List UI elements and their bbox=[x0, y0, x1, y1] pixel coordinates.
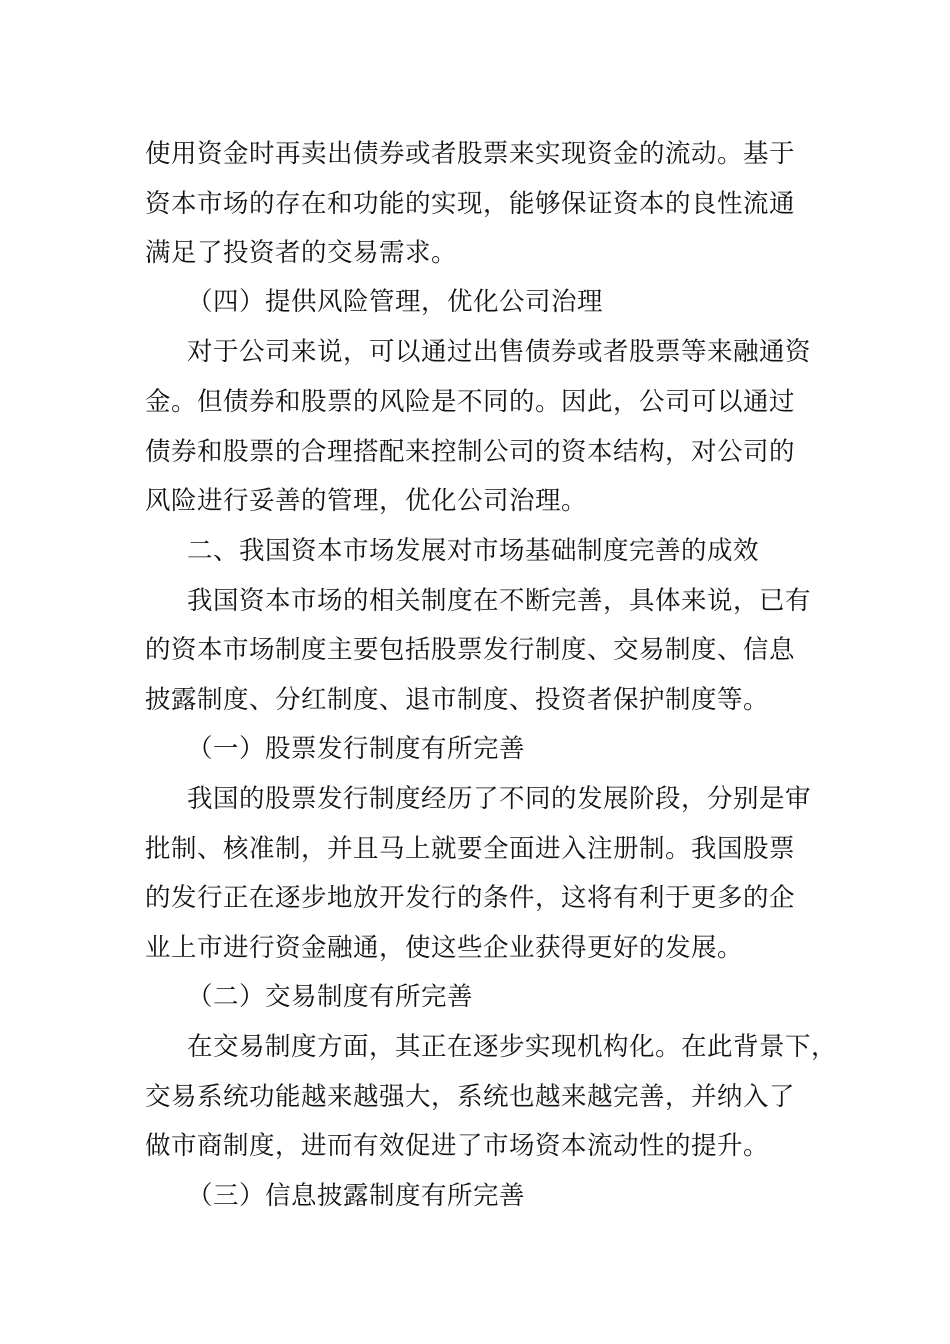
body-text-line: 我国资本市场的相关制度在不断完善，具体来说，已有 bbox=[187, 586, 812, 616]
body-text-line: 金。但债券和股票的风险是不同的。因此，公司可以通过 bbox=[145, 387, 796, 417]
section-heading: （四）提供风险管理，优化公司治理 bbox=[187, 287, 604, 317]
section-heading: （三）信息披露制度有所完善 bbox=[187, 1181, 526, 1211]
body-text-line: 披露制度、分红制度、退市制度、投资者保护制度等。 bbox=[145, 685, 770, 715]
body-text-line: 债券和股票的合理搭配来控制公司的资本结构，对公司的 bbox=[145, 437, 796, 467]
body-text-line: 使用资金时再卖出债券或者股票来实现资金的流动。基于 bbox=[145, 139, 796, 169]
body-text-line: 风险进行妥善的管理，优化公司治理。 bbox=[145, 486, 588, 516]
body-text-line: 业上市进行资金融通，使这些企业获得更好的发展。 bbox=[145, 933, 744, 963]
body-text-line: 批制、核准制，并且马上就要全面进入注册制。我国股票 bbox=[145, 834, 796, 864]
body-text-line: 资本市场的存在和功能的实现，能够保证资本的良性流通 bbox=[145, 189, 796, 219]
body-text-line: 对于公司来说，可以通过出售债券或者股票等来融通资 bbox=[187, 337, 812, 367]
body-text-line: 我国的股票发行制度经历了不同的发展阶段，分别是审 bbox=[187, 784, 812, 814]
body-text-line: 做市商制度，进而有效促进了市场资本流动性的提升。 bbox=[145, 1131, 770, 1161]
body-text-line: 交易系统功能越来越强大，系统也越来越完善，并纳入了 bbox=[145, 1082, 796, 1112]
section-heading: （一）股票发行制度有所完善 bbox=[187, 734, 526, 764]
section-heading: （二）交易制度有所完善 bbox=[187, 982, 474, 1012]
body-text-line: 的发行正在逐步地放开发行的条件，这将有利于更多的企 bbox=[145, 883, 796, 913]
body-text-line: 满足了投资者的交易需求。 bbox=[145, 238, 458, 268]
body-text-line: 在交易制度方面，其正在逐步实现机构化。在此背景下， bbox=[187, 1032, 838, 1062]
body-text-line: 的资本市场制度主要包括股票发行制度、交易制度、信息 bbox=[145, 635, 796, 665]
chapter-heading: 二、我国资本市场发展对市场基础制度完善的成效 bbox=[187, 536, 760, 566]
